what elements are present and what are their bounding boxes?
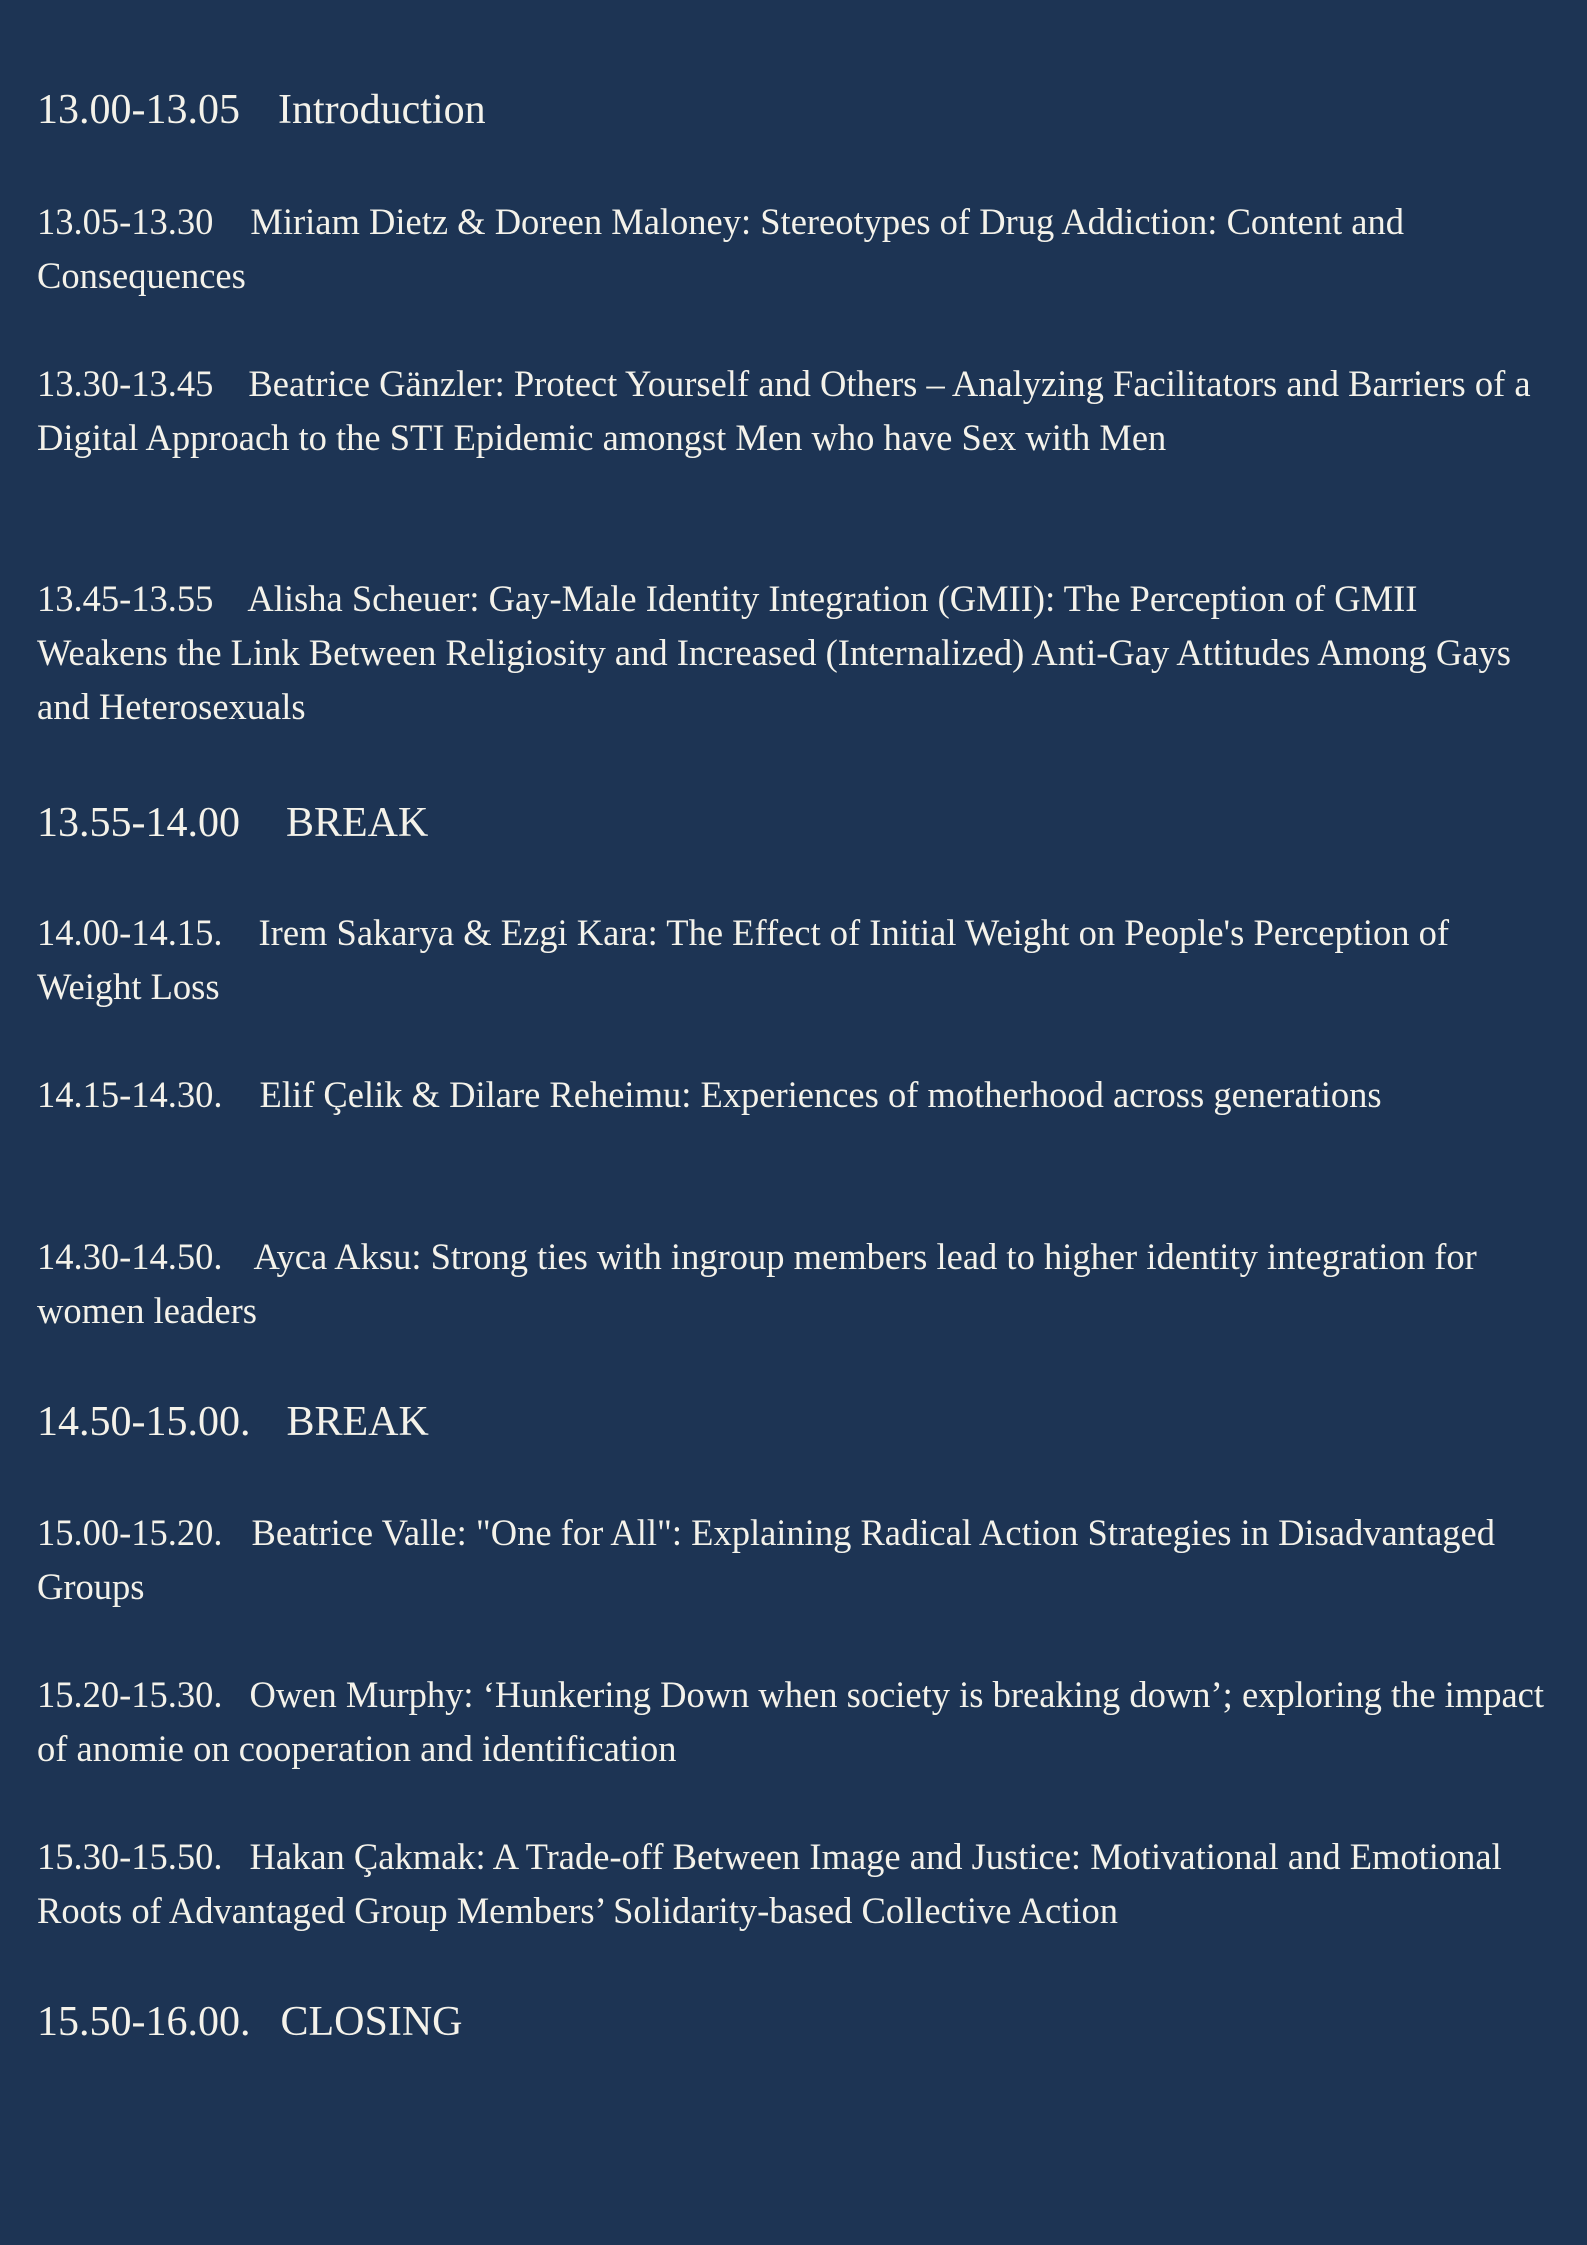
time-range: 15.20-15.30.	[37, 1674, 223, 1715]
time-range: 14.15-14.30.	[37, 1074, 223, 1115]
time-range: 14.30-14.50.	[37, 1236, 223, 1277]
schedule-item-closing	[37, 1992, 1550, 2052]
schedule-item-talk	[37, 357, 1550, 465]
time-range: 14.50-15.00.	[37, 1399, 251, 1445]
schedule-item-talk	[37, 1668, 1550, 1776]
session-title: BREAK	[286, 1399, 429, 1445]
schedule-item-talk	[37, 1068, 1550, 1122]
talk-title: Elif Çelik & Dilare Reheimu: Experiences of motherhood across generations	[259, 1074, 1382, 1115]
time-range: 13.00-13.05	[37, 87, 240, 133]
talk-title: Alisha Scheuer: Gay-Male Identity Integration (GMII): The Perception of GMII Weakens the Link Between Religiosity and Increased (Internalized) Anti-Gay Attitudes Among Gays and Heterosexuals	[37, 578, 1511, 727]
talk-title: Ayca Aksu: Strong ties with ingroup members lead to higher identity integration for women leaders	[37, 1236, 1477, 1331]
schedule-item-talk	[37, 1506, 1550, 1614]
talk-title: Hakan Çakmak: A Trade-off Between Image and Justice: Motivational and Emotional Roots of Advantaged Group Members’ Solidarity-based Collective Action	[37, 1836, 1502, 1931]
session-title: CLOSING	[280, 1999, 463, 2045]
schedule-item-talk	[37, 906, 1550, 1014]
schedule-item-talk	[37, 1230, 1550, 1338]
time-range: 15.30-15.50.	[37, 1836, 223, 1877]
schedule-item-break	[37, 1392, 1550, 1452]
time-range: 14.00-14.15.	[37, 912, 223, 953]
talk-title: Irem Sakarya & Ezgi Kara: The Effect of Initial Weight on People's Perception of Weight Loss	[37, 912, 1450, 1007]
schedule-item-talk	[37, 195, 1550, 303]
time-range: 13.45-13.55	[37, 578, 214, 619]
schedule-item-talk	[37, 1830, 1550, 1938]
schedule-item-introduction	[37, 80, 1550, 140]
time-range: 13.30-13.45	[37, 363, 214, 404]
time-range: 15.50-16.00.	[37, 1999, 251, 2045]
talk-title: Beatrice Gänzler: Protect Yourself and Others – Analyzing Facilitators and Barriers of a Digital Approach to the STI Epidemic amongst Men who have Sex with Men	[37, 363, 1531, 458]
talk-title: Owen Murphy: ‘Hunkering Down when society is breaking down’; exploring the impact of anomie on cooperation and identification	[37, 1674, 1544, 1769]
time-range: 15.00-15.20.	[37, 1512, 223, 1553]
time-range: 13.05-13.30	[37, 201, 214, 242]
schedule-item-talk	[37, 572, 1550, 734]
session-title: BREAK	[286, 800, 429, 846]
session-title: Introduction	[278, 87, 486, 133]
time-range: 13.55-14.00	[37, 800, 240, 846]
schedule-item-break	[37, 793, 1550, 853]
talk-title: Beatrice Valle: "One for All": Explaining Radical Action Strategies in Disadvantaged Groups	[37, 1512, 1495, 1607]
talk-title: Miriam Dietz & Doreen Maloney: Stereotypes of Drug Addiction: Content and Consequences	[37, 201, 1404, 296]
